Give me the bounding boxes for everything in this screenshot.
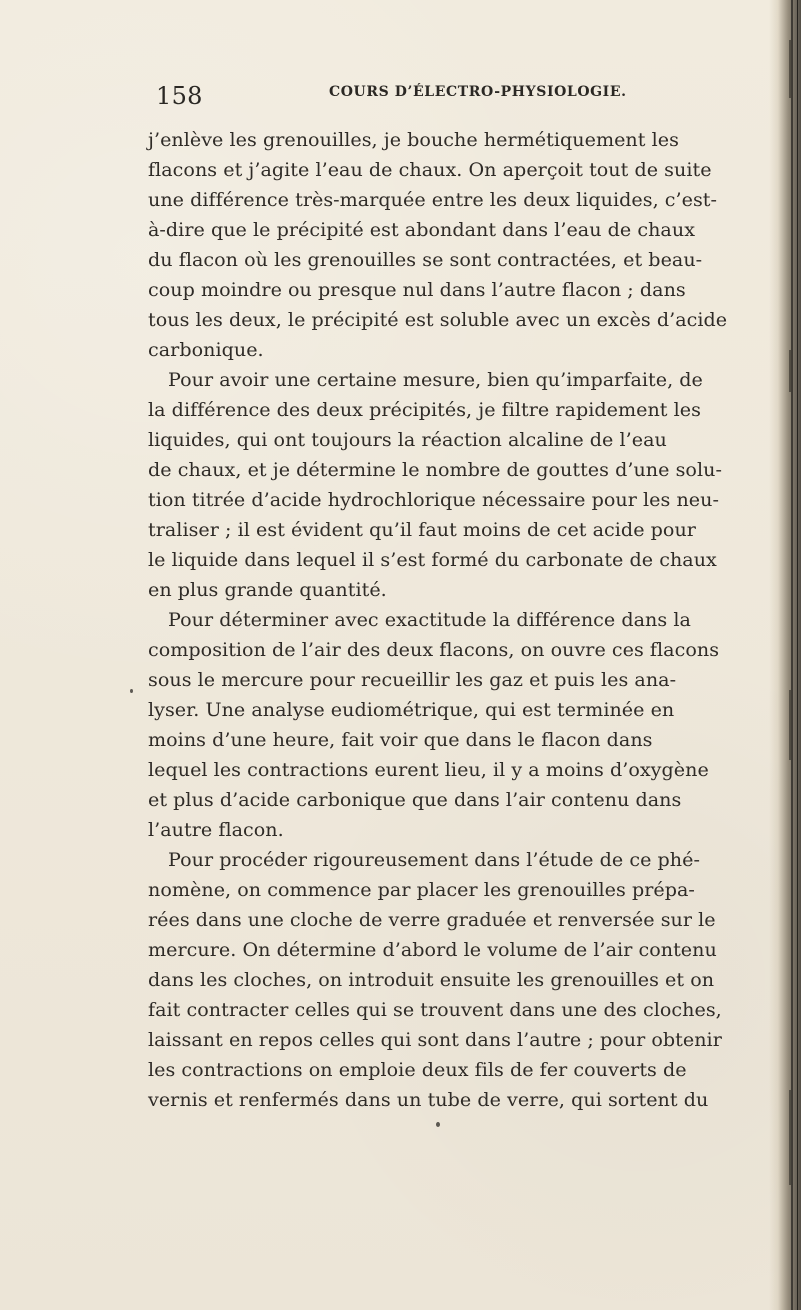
ink-mark <box>130 689 133 693</box>
text-line: traliser ; il est évident qu’il faut moins de cet acide pour <box>148 518 696 541</box>
text-line: l’autre flacon. <box>148 818 284 841</box>
text-line: en plus grande quantité. <box>148 578 387 601</box>
text-line: lequel les contractions eurent lieu, il y a moins d’oxygène <box>148 758 709 781</box>
text-line: composition de l’air des deux flacons, on ouvre ces flacons <box>148 638 720 661</box>
edge-speck <box>789 350 791 392</box>
page-edge-dark-line <box>797 0 798 1310</box>
text-line: tion titrée d’acide hydrochlorique nécessaire pour les neu- <box>148 488 719 511</box>
text-line: mercure. On détermine d’abord le volume de l’air contenu <box>148 938 717 961</box>
running-head <box>0 74 801 114</box>
text-line: dans les cloches, on introduit ensuite les grenouilles et on <box>148 968 715 991</box>
edge-speck <box>789 690 791 760</box>
text-line: vernis et renfermés dans un tube de verre, qui sortent du <box>148 1088 709 1111</box>
text-line: flacons et j’agite l’eau de chaux. On aperçoit tout de suite <box>148 158 712 181</box>
text-line: coup moindre ou presque nul dans l’autre flacon ; dans <box>148 278 686 301</box>
ink-mark <box>436 1122 440 1127</box>
text-line: sous le mercure pour recueillir les gaz et puis les ana- <box>148 668 677 691</box>
text-line: tous les deux, le précipité est soluble avec un excès d’acide <box>148 308 728 331</box>
body-text <box>148 125 738 1115</box>
text-line: moins d’une heure, fait voir que dans le flacon dans <box>148 728 653 751</box>
text-line: laissant en repos celles qui sont dans l’autre ; pour obtenir <box>148 1028 722 1051</box>
edge-speck <box>789 1090 791 1185</box>
running-title: COURS D’ÉLECTRO-PHYSIOLOGIE. <box>329 84 627 100</box>
text-line: Pour procéder rigoureusement dans l’étude de ce phé- <box>168 848 700 871</box>
text-line: nomène, on commence par placer les grenouilles prépa- <box>148 878 695 901</box>
text-line: Pour déterminer avec exactitude la différence dans la <box>168 608 691 631</box>
text-line: la différence des deux précipités, je filtre rapidement les <box>148 398 701 421</box>
text-line: une différence très-marquée entre les deux liquides, c’est- <box>148 188 718 211</box>
text-line: rées dans une cloche de verre graduée et renversée sur le <box>148 908 716 931</box>
text-line: à-dire que le précipité est abondant dans l’eau de chaux <box>148 218 695 241</box>
text-line: liquides, qui ont toujours la réaction alcaline de l’eau <box>148 428 667 451</box>
page-number: 158 <box>156 82 203 110</box>
text-line: les contractions on emploie deux fils de fer couverts de <box>148 1058 687 1081</box>
text-line: et plus d’acide carbonique que dans l’air contenu dans <box>148 788 682 811</box>
text-line: du flacon où les grenouilles se sont contractées, et beau- <box>148 248 703 271</box>
text-line: lyser. Une analyse eudiométrique, qui est terminée en <box>148 698 675 721</box>
text-line: fait contracter celles qui se trouvent dans une des cloches, <box>148 998 722 1021</box>
text-line: de chaux, et je détermine le nombre de gouttes d’une solu- <box>148 458 722 481</box>
text-line: Pour avoir une certaine mesure, bien qu’imparfaite, de <box>168 368 703 391</box>
page-edge-line <box>791 0 793 1310</box>
text-line: le liquide dans lequel il s’est formé du carbonate de chaux <box>148 548 717 571</box>
text-line: carbonique. <box>148 338 264 361</box>
text-line: j’enlève les grenouilles, je bouche hermétiquement les <box>148 128 679 151</box>
